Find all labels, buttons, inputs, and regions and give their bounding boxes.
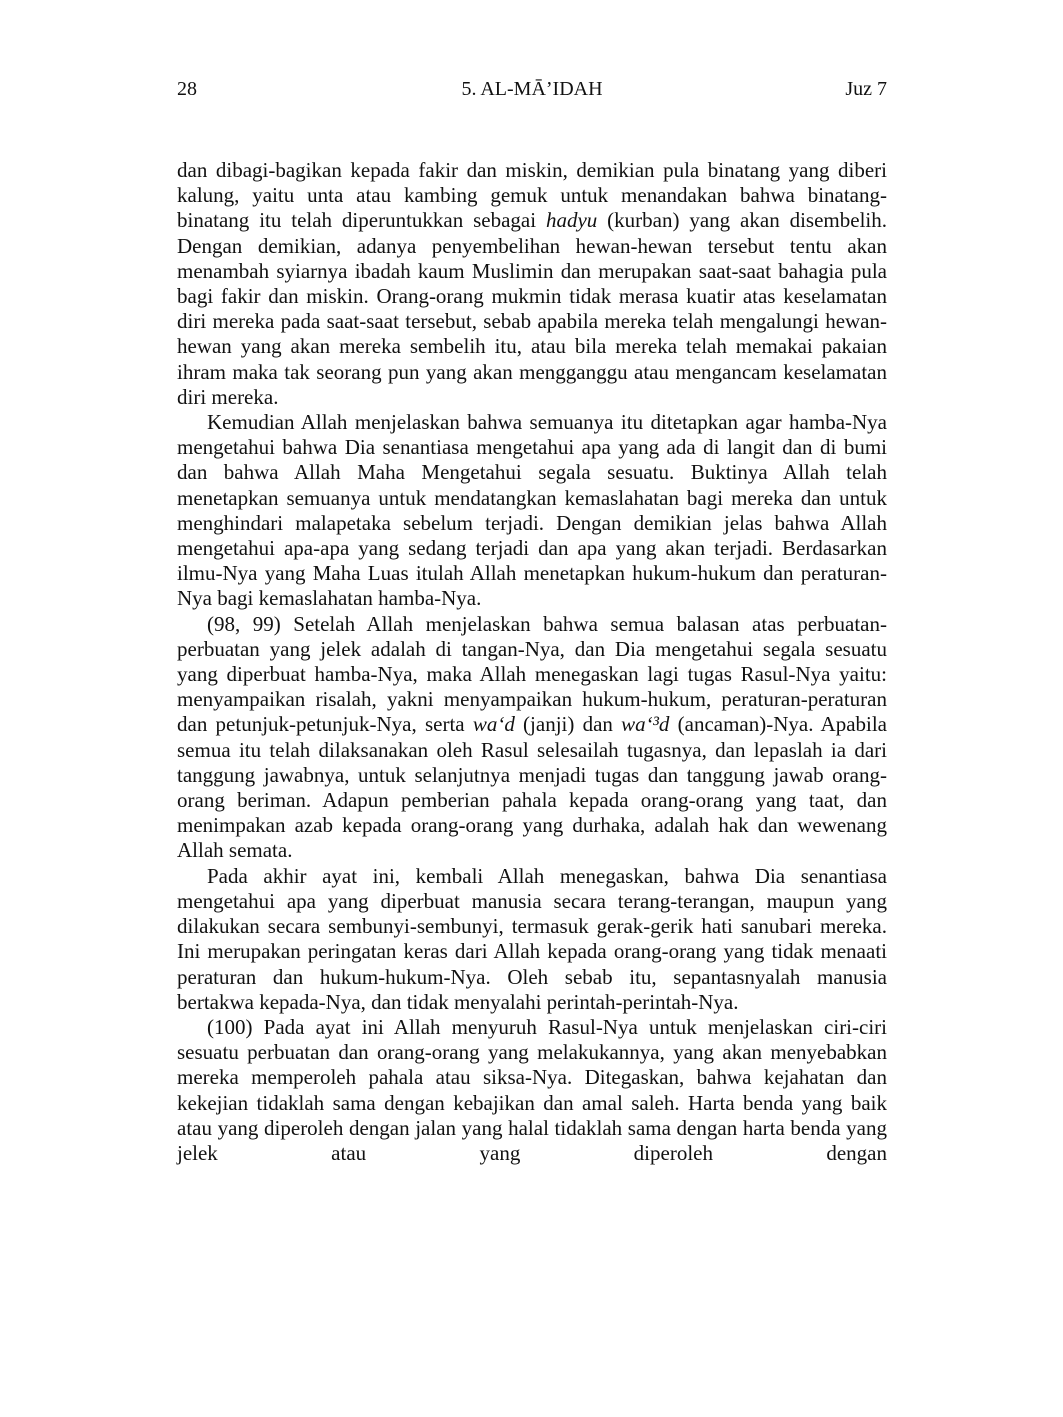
paragraph-text: Kemudian Allah menjelaskan bahwa semuanya itu ditetapkan agar hamba-Nya mengetahui bahwa Dia senantiasa mengetahui apa yang ada di langit dan di bumi dan bahwa Allah Maha Mengetahui segala sesuatu. Buktinya Allah telah menetapkan semuanya untuk mendatangkan kemaslahatan bagi mereka dan untuk menghindari malapetaka sebelum terjadi. Dengan demikian jelas bahwa Allah mengetahui apa-apa yang sedang terjadi dan apa yang akan terjadi. Berdasarkan ilmu-Nya yang Maha Luas itulah Allah menetapkan hukum-hukum dan peraturan-Nya bagi kemaslahatan hamba-Nya.: [177, 410, 887, 611]
paragraph-text: (kurban) yang akan disembelih. Dengan demikian, adanya penyembelihan hewan-hewan tersebut tentu akan menambah syiarnya ibadah kaum Muslimin dan merupakan saat-saat bahagia pula bagi fakir dan miskin. Orang-orang mukmin tidak merasa kuatir atas keselamatan diri mereka pada saat-saat tersebut, sebab apabila mereka telah mengalungi hewan-hewan yang akan mereka sembelih itu, atau bila mereka telah memakai pakaian ihram maka tak seorang pun yang akan mengganggu atau mengancam keselamatan diri mereka.: [177, 208, 887, 409]
juz-label: Juz 7: [845, 78, 887, 100]
paragraph-text: (98, 99) Setelah Allah menjelaskan bahwa semua balasan atas perbuatan-perbuatan yang jelek adalah di tangan-Nya, dan Dia mengetahui segala sesuatu yang diperbuat hamba-Nya, maka Allah menegaskan lagi tugas Rasul-Nya yaitu: menyampaikan risalah, yakni menyampaikan hukum-hukum, peraturan-peraturan dan petunjuk-petunjuk-Nya, serta: [177, 611, 887, 737]
paragraph-text: dan dibagi-bagikan kepada fakir dan miskin, demikian pula binatang yang diberi kalung, yaitu unta atau kambing gemuk untuk menandakan bahwa binatang-binatang itu telah diperuntukkan sebagai: [177, 158, 887, 233]
term-wad: wa‘d: [472, 712, 515, 737]
paragraph-4: [177, 864, 887, 1015]
body-text: [177, 158, 887, 1166]
paragraph-text: (100) Pada ayat ini Allah menyuruh Rasul-Nya untuk menjelaskan ciri-ciri sesuatu perbuatan dan orang-orang yang melakukannya, yang akan menyebabkan mereka memperoleh pahala atau siksa-Nya. Ditegaskan, bahwa kejahatan dan kekejian tidaklah sama dengan kebajikan dan amal saleh. Harta benda yang baik atau yang diperoleh dengan jalan yang halal tidaklah sama dengan harta benda yang jelek atau yang diperoleh dengan: [177, 1014, 887, 1165]
term-waid: wa‘³d: [621, 712, 670, 737]
paragraph-3: [177, 612, 887, 864]
paragraph-text: (ancaman)-Nya. Apabila semua itu telah dilaksanakan oleh Rasul selesailah tugasnya, dan lepaslah ia dari tanggung jawabnya, untuk selanjutnya menjadi tugas dan tanggung jawab orang-orang beriman. Adapun pemberian pahala kepada orang-orang yang taat, dan menimpakan azab kepada orang-orang yang durhaka, adalah hak dan wewenang Allah semata.: [177, 712, 888, 863]
term-hadyu: hadyu: [545, 208, 598, 233]
paragraph-5: [177, 1015, 887, 1166]
page-header: [177, 74, 887, 104]
page-number: 28: [177, 78, 197, 100]
paragraph-text: Pada akhir ayat ini, kembali Allah menegaskan, bahwa Dia senantiasa mengetahui apa yang diperbuat manusia secara terang-terangan, maupun yang dilakukan secara sembunyi-sembunyi, termasuk gerak-gerik hati sanubari mereka. Ini merupakan peringatan keras dari Allah kepada orang-orang yang tidak menaati peraturan dan hukum-hukum-Nya. Oleh sebab itu, sepantasnyalah manusia bertakwa kepada-Nya, dan tidak menyalahi perintah-perintah-Nya.: [177, 863, 887, 1014]
paragraph-1: [177, 158, 887, 410]
paragraph-2: [177, 410, 887, 612]
chapter-title: 5. AL-MĀ’IDAH: [461, 78, 603, 100]
paragraph-text: (janji) dan: [514, 712, 622, 737]
